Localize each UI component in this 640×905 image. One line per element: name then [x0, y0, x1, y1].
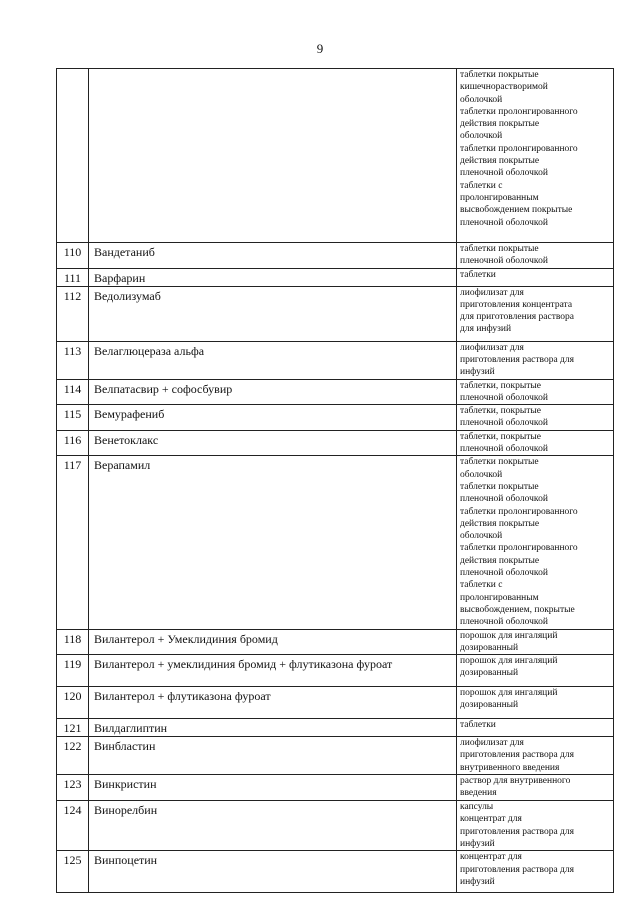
- dosage-form-line: таблетки пролонгированного: [460, 106, 578, 117]
- dosage-form-line: пленочной оболочкой: [460, 444, 548, 455]
- dosage-forms: [457, 737, 614, 775]
- dosage-form-line: пленочной оболочкой: [460, 568, 548, 579]
- dosage-form-line: пленочной оболочкой: [460, 494, 548, 505]
- dosage-form-line: концентрат для: [460, 852, 522, 863]
- dosage-forms: [457, 405, 614, 431]
- page-number: 9: [316, 41, 324, 56]
- dosage-forms: [457, 430, 614, 456]
- dosage-form-line: таблетки с: [460, 580, 503, 591]
- dosage-form-line: дозированный: [460, 700, 519, 711]
- dosage-forms: [457, 341, 614, 379]
- dosage-form-line: пролонгированным: [460, 592, 539, 603]
- dosage-forms: [457, 268, 614, 286]
- row-number: 112: [57, 286, 89, 341]
- dosage-form-line: таблетки пролонгированного: [460, 506, 578, 517]
- drug-table: [56, 68, 614, 893]
- row-number: 123: [57, 775, 89, 801]
- drug-name: Вилантерол + флутиказона фуроат: [89, 687, 457, 719]
- dosage-form-line: пролонгированным: [460, 192, 539, 203]
- table-row: [57, 719, 614, 737]
- dosage-forms: [457, 801, 614, 851]
- row-number: 111: [57, 268, 89, 286]
- dosage-forms: [457, 719, 614, 737]
- table-row: [57, 687, 614, 719]
- row-number: 114: [57, 379, 89, 405]
- table-row: [57, 243, 614, 269]
- dosage-form-line: приготовления раствора для: [460, 864, 574, 875]
- table-row: [57, 629, 614, 655]
- dosage-form-line: лиофилизат для: [460, 287, 524, 298]
- dosage-form-line: лиофилизат для: [460, 342, 524, 353]
- dosage-form-line: порошок для ингаляций: [460, 688, 558, 699]
- table-row: [57, 379, 614, 405]
- dosage-form-line: концентрат для: [460, 814, 522, 825]
- dosage-forms: [457, 655, 614, 687]
- drug-name: Вандетаниб: [89, 243, 457, 269]
- dosage-form-line: капсулы: [460, 802, 494, 813]
- dosage-form-line: таблетки: [460, 720, 496, 731]
- dosage-form-line: пленочной оболочкой: [460, 168, 548, 179]
- dosage-form-line: приготовления раствора для: [460, 354, 574, 365]
- drug-name: Вилантерол + Умеклидиния бромид: [89, 629, 457, 655]
- dosage-form-line: кишечнорастворимой: [460, 82, 548, 93]
- row-number: 117: [57, 456, 89, 629]
- table-row: [57, 801, 614, 851]
- table-row: [57, 286, 614, 341]
- dosage-form-line: таблетки пролонгированного: [460, 543, 578, 554]
- dosage-form-line: таблетки покрытые: [460, 481, 539, 492]
- dosage-forms: [457, 687, 614, 719]
- row-number: 122: [57, 737, 89, 775]
- dosage-form-line: дозированный: [460, 642, 519, 653]
- dosage-forms: [457, 775, 614, 801]
- drug-name: Ведолизумаб: [89, 286, 457, 341]
- dosage-form-line: оболочкой: [460, 469, 503, 480]
- dosage-forms: [457, 69, 614, 243]
- table-row: [57, 268, 614, 286]
- dosage-form-line: высвобождением покрытые: [460, 205, 573, 216]
- dosage-form-line: приготовления раствора для: [460, 826, 574, 837]
- dosage-form-line: для инфузий: [460, 324, 512, 335]
- row-number: 121: [57, 719, 89, 737]
- dosage-form-line: дозированный: [460, 668, 519, 679]
- dosage-form-line: таблетки покрытые: [460, 457, 539, 468]
- drug-name: [89, 69, 457, 243]
- dosage-form-line: внутривенного введения: [460, 762, 560, 773]
- row-number: 113: [57, 341, 89, 379]
- dosage-form-line: раствор для внутривенного: [460, 776, 571, 787]
- dosage-form-line: порошок для ингаляций: [460, 656, 558, 667]
- dosage-form-line: пленочной оболочкой: [460, 418, 548, 429]
- drug-name: Винпоцетин: [89, 851, 457, 893]
- dosage-forms: [457, 286, 614, 341]
- drug-name: Велаглюцераза альфа: [89, 341, 457, 379]
- dosage-forms: [457, 851, 614, 893]
- dosage-form-line: оболочкой: [460, 131, 503, 142]
- dosage-form-line: действия покрытые: [460, 156, 540, 167]
- dosage-form-line: высвобождением, покрытые: [460, 604, 575, 615]
- table-row: [57, 69, 614, 243]
- dosage-forms: [457, 379, 614, 405]
- row-number: 115: [57, 405, 89, 431]
- row-number: 119: [57, 655, 89, 687]
- dosage-form-line: оболочкой: [460, 531, 503, 542]
- table-row: [57, 851, 614, 893]
- dosage-form-line: действия покрытые: [460, 518, 540, 529]
- drug-name: Винорелбин: [89, 801, 457, 851]
- dosage-forms: [457, 629, 614, 655]
- dosage-form-line: таблетки: [460, 269, 496, 280]
- table-row: [57, 456, 614, 629]
- dosage-form-line: пленочной оболочкой: [460, 392, 548, 403]
- drug-name: Венетоклакс: [89, 430, 457, 456]
- dosage-forms: [457, 243, 614, 269]
- dosage-form-line: инфузий: [460, 876, 495, 887]
- drug-name: Велпатасвир + софосбувир: [89, 379, 457, 405]
- dosage-form-line: таблетки, покрытые: [460, 380, 541, 391]
- dosage-form-line: лиофилизат для: [460, 738, 524, 749]
- row-number: 120: [57, 687, 89, 719]
- dosage-form-line: пленочной оболочкой: [460, 217, 548, 228]
- dosage-form-line: пленочной оболочкой: [460, 256, 548, 267]
- row-number: 125: [57, 851, 89, 893]
- table-row: [57, 655, 614, 687]
- dosage-form-line: пленочной оболочкой: [460, 617, 548, 628]
- row-number: 124: [57, 801, 89, 851]
- row-number: 118: [57, 629, 89, 655]
- dosage-form-line: приготовления концентрата: [460, 299, 573, 310]
- dosage-form-line: для приготовления раствора: [460, 312, 574, 323]
- dosage-form-line: инфузий: [460, 367, 495, 378]
- table-row: [57, 775, 614, 801]
- drug-name: Варфарин: [89, 268, 457, 286]
- dosage-form-line: таблетки покрытые: [460, 70, 539, 80]
- dosage-form-line: таблетки с: [460, 180, 503, 191]
- dosage-form-line: приготовления раствора для: [460, 750, 574, 761]
- table-row: [57, 341, 614, 379]
- dosage-form-line: таблетки пролонгированного: [460, 143, 578, 154]
- dosage-form-line: таблетки, покрытые: [460, 406, 541, 417]
- dosage-form-line: таблетки покрытые: [460, 244, 539, 254]
- drug-name: Вемурафениб: [89, 405, 457, 431]
- dosage-form-line: оболочкой: [460, 94, 503, 105]
- row-number: 116: [57, 430, 89, 456]
- dosage-forms: [457, 456, 614, 629]
- dosage-form-line: введения: [460, 788, 497, 799]
- dosage-form-line: действия покрытые: [460, 555, 540, 566]
- drug-name: Вилантерол + умеклидиния бромид + флутиказона фуроат: [89, 655, 457, 687]
- dosage-form-line: порошок для ингаляций: [460, 630, 558, 641]
- drug-name: Винбластин: [89, 737, 457, 775]
- table-row: [57, 737, 614, 775]
- dosage-form-line: инфузий: [460, 838, 495, 849]
- row-number: 110: [57, 243, 89, 269]
- drug-name: Верапамил: [89, 456, 457, 629]
- row-number: [57, 69, 89, 243]
- table-row: [57, 405, 614, 431]
- dosage-form-line: таблетки, покрытые: [460, 431, 541, 442]
- dosage-form-line: действия покрытые: [460, 119, 540, 130]
- table-row: [57, 430, 614, 456]
- drug-name: Винкристин: [89, 775, 457, 801]
- drug-name: Вилдаглиптин: [89, 719, 457, 737]
